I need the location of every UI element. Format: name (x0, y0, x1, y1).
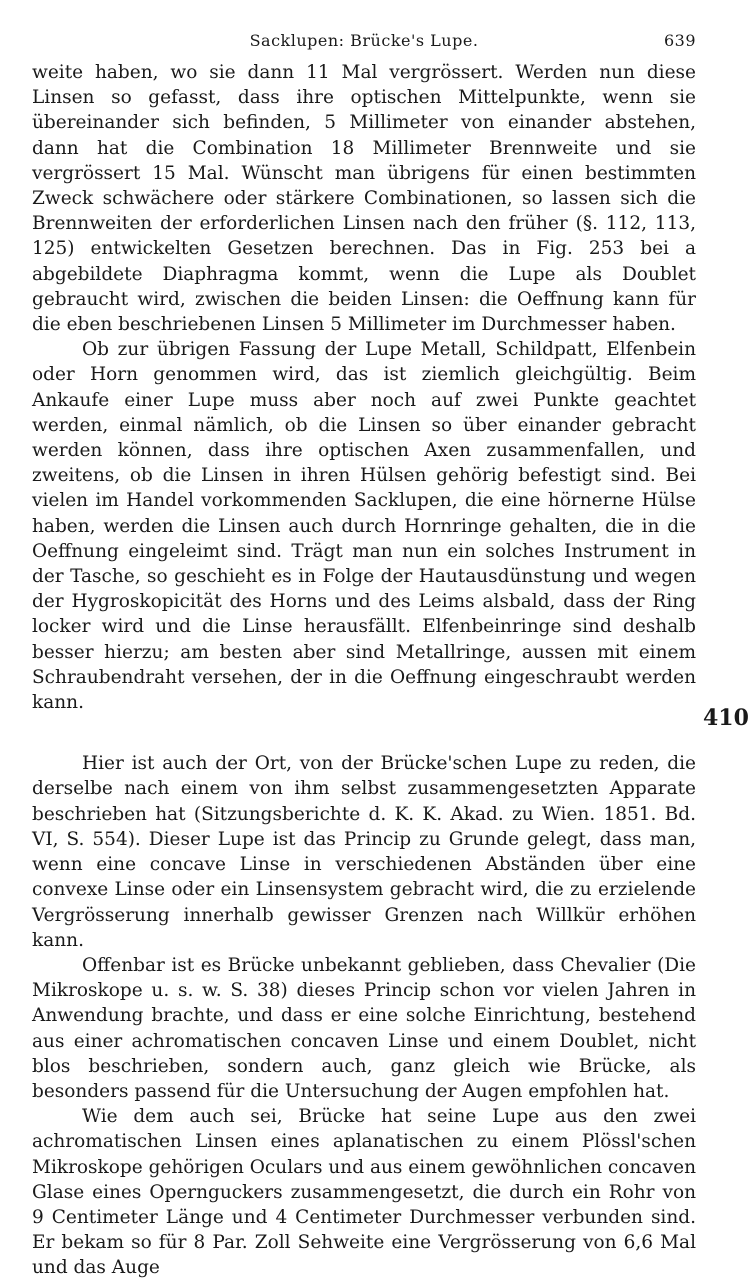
paragraph-5: Wie dem auch sei, Brücke hat seine Lupe aus den zwei achromatischen Linsen eines aplanatischen zu einem Plössl'schen Mikroskope gehörigen Oculars und aus einem gewöhnlichen concaven Glase eines Opernguckers zusammengesetzt, die durch ein Rohr von 9 Centimeter Länge und 4 Centimeter Durchmesser verbunden sind. Er bekam so für 8 Par. Zoll Sehweite eine Vergrösserung von 6,6 Mal und das Auge (32, 1106, 696, 1279)
margin-section-number: 410 (703, 705, 749, 731)
page-number: 639 (663, 31, 696, 50)
section-gap (32, 715, 696, 751)
paragraph-2: Ob zur übrigen Fassung der Lupe Metall, Schildpatt, Elfenbein oder Horn genommen wird, das ist ziemlich gleichgültig. Beim Ankaufe einer Lupe muss aber noch auf zwei Punkte geachtet werden, einmal nämlich, ob die Linsen so über einander gebracht werden können, dass ihre optischen Axen zusammenfallen, und zweitens, ob die Linsen in ihren Hülsen gehörig befestigt sind. Bei vielen im Handel vorkommenden Sacklupen, die eine hörnerne Hülse haben, werden die Linsen auch durch Hornringe gehalten, die in die Oeffnung eingeleimt sind. Trägt man nun ein solches Instrument in der Tasche, so geschieht es in Folge der Hautausdünstung und wegen der Hygroskopicität des Horns und des Leims alsbald, dass der Ring locker wird und die Linse herausfällt. Elfenbeinringe sind deshalb besser hierzu; am besten aber sind Metallringe, aussen mit einem Schraubendraht versehen, der in die Oeffnung eingeschraubt werden kann. (32, 339, 696, 714)
paragraph-4: Offenbar ist es Brücke unbekannt geblieben, dass Chevalier (Die Mikroskope u. s. w. S. 38) dieses Princip schon vor vielen Jahren in Anwendung brachte, und dass er eine solche Einrichtung, bestehend aus einer achromatischen concaven Linse und einem Doublet, nicht blos beschrieben, sondern auch, ganz gleich wie Brücke, als besonders passend für die Untersuchung der Augen empfohlen hat. (32, 954, 696, 1102)
running-title: Sacklupen: Brücke's Lupe. (249, 31, 479, 50)
paragraph-3: Hier ist auch der Ort, von der Brücke'schen Lupe zu reden, die derselbe nach einem von ihm selbst zusammengesetzten Apparate beschrieben hat (Sitzungsberichte d. K. K. Akad. zu Wien. 1851. Bd. VI, S. 554). Dieser Lupe ist das Princip zu Grunde gelegt, dass man, wenn eine concave Linse in verschiedenen Abständen über eine convexe Linse oder ein Linsensystem gebracht wird, die zu erzielende Vergrösserung innerhalb gewisser Grenzen nach Willkür erhöhen kann. (32, 753, 696, 951)
running-header (32, 31, 696, 55)
body-text (32, 60, 696, 1281)
paragraph-1: weite haben, wo sie dann 11 Mal vergrössert. Werden nun diese Linsen so gefasst, dass ihre optischen Mittelpunkte, wenn sie übereinander sich befinden, 5 Millimeter von einander abstehen, dann hat die Combination 18 Millimeter Brennweite und sie vergrössert 15 Mal. Wünscht man übrigens für einen bestimmten Zweck schwächere oder stärkere Combinationen, so lassen sich die Brennweiten der erforderlichen Linsen nach den früher (§. 112, 113, 125) entwickelten Gesetzen berechnen. Das in Fig. 253 bei a abgebildete Diaphragma kommt, wenn die Lupe als Doublet gebraucht wird, zwischen die beiden Linsen: die Oeffnung kann für die eben beschriebenen Linsen 5 Millimeter im Durchmesser haben. (32, 62, 696, 336)
